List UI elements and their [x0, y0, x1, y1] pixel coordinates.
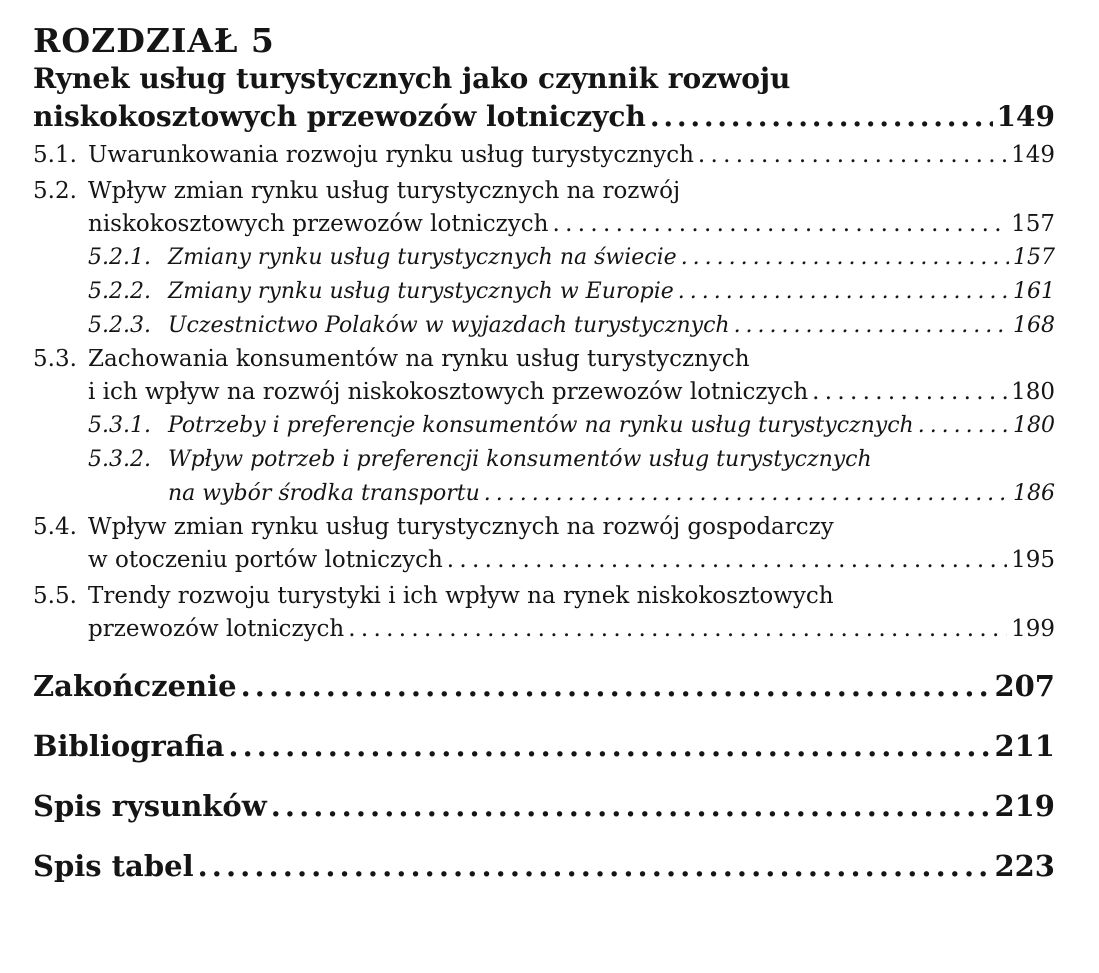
section-number: 5.3. — [33, 346, 77, 372]
toc-entry-5-2-1[interactable] — [33, 241, 1055, 275]
page-number: 157 — [1011, 211, 1055, 237]
section-title: Wpływ zmian rynku usług turystycznych na rozwój — [88, 178, 681, 204]
back-matter-title: Zakończenie — [33, 669, 237, 703]
back-matter-title: Spis tabel — [33, 849, 194, 883]
dot-leader — [552, 208, 1007, 241]
toc-entry-5-3[interactable] — [33, 343, 1055, 409]
dot-leader — [678, 275, 1009, 309]
back-matter-title: Bibliografia — [33, 729, 225, 763]
subsection-title-cont: na wybór środka transportu — [168, 481, 480, 506]
dot-leader — [698, 139, 1007, 172]
toc-entry-5-5[interactable] — [33, 580, 1055, 646]
toc-entry-5-3-2[interactable] — [33, 443, 1055, 511]
section-number: 5.2. — [33, 178, 77, 204]
dot-leader — [681, 241, 1009, 275]
page-number: 195 — [1011, 547, 1055, 573]
subsection-title: Uczestnictwo Polaków w wyjazdach turystycznych — [168, 313, 730, 338]
section-number: 5.1. — [33, 142, 77, 168]
toc-entry-bibliografia[interactable] — [33, 728, 1055, 764]
subsection-number: 5.3.2. — [88, 447, 151, 472]
toc-entry-spis-rysunkow[interactable] — [33, 788, 1055, 824]
page-number: 223 — [994, 849, 1055, 883]
toc-entry-5-2[interactable] — [33, 175, 1055, 241]
dot-leader — [228, 728, 990, 764]
section-title-cont: w otoczeniu portów lotniczych — [88, 547, 443, 573]
chapter-page-number: 149 — [996, 100, 1055, 133]
section-title-cont: niskokosztowych przewozów lotniczych — [88, 211, 549, 237]
dot-leader — [734, 309, 1009, 343]
toc-entry-5-2-2[interactable] — [33, 275, 1055, 309]
section-title: Trendy rozwoju turystyki i ich wpływ na rynek niskokosztowych — [88, 583, 834, 609]
chapter-title — [33, 60, 1055, 136]
dot-leader — [447, 544, 1007, 577]
dot-leader — [918, 409, 1009, 443]
page-number: 149 — [1011, 142, 1055, 168]
chapter-number: ROZDZIAŁ 5 — [33, 21, 275, 60]
dot-leader — [348, 613, 1007, 646]
page-number: 211 — [994, 729, 1055, 763]
dot-leader — [271, 788, 991, 824]
page-number: 180 — [1013, 413, 1055, 438]
chapter-title-entry[interactable] — [33, 98, 1055, 136]
dot-leader — [198, 848, 991, 884]
dot-leader — [812, 376, 1007, 409]
subsection-title: Zmiany rynku usług turystycznych na świecie — [168, 245, 677, 270]
section-title-cont: przewozów lotniczych — [88, 616, 345, 642]
dot-leader — [241, 668, 991, 704]
dot-leader — [650, 98, 993, 136]
section-title: Zachowania konsumentów na rynku usług turystycznych — [88, 346, 750, 372]
section-number: 5.5. — [33, 583, 77, 609]
toc-entry-5-3-1[interactable] — [33, 409, 1055, 443]
back-matter-title: Spis rysunków — [33, 789, 267, 823]
page-number: 161 — [1013, 279, 1055, 304]
page-number: 207 — [994, 669, 1055, 703]
toc-entry-spis-tabel[interactable] — [33, 848, 1055, 884]
subsection-number: 5.2.1. — [88, 245, 151, 270]
page-number: 157 — [1013, 245, 1055, 270]
section-title: Uwarunkowania rozwoju rynku usług turystycznych — [88, 142, 694, 168]
subsection-number: 5.2.3. — [88, 313, 151, 338]
page-number: 186 — [1013, 481, 1055, 506]
toc-entry-5-1[interactable] — [33, 139, 1055, 172]
subsection-title: Potrzeby i preferencje konsumentów na rynku usług turystycznych — [168, 413, 914, 438]
page-number: 199 — [1011, 616, 1055, 642]
chapter-title-line1: Rynek usług turystycznych jako czynnik rozwoju — [33, 62, 791, 95]
dot-leader — [484, 477, 1009, 511]
subsection-title: Zmiany rynku usług turystycznych w Europie — [168, 279, 674, 304]
section-number: 5.4. — [33, 514, 77, 540]
subsection-title: Wpływ potrzeb i preferencji konsumentów usług turystycznych — [168, 447, 872, 472]
toc-entry-zakonczenie[interactable] — [33, 668, 1055, 704]
subsection-number: 5.3.1. — [88, 413, 151, 438]
section-title-cont: i ich wpływ na rozwój niskokosztowych przewozów lotniczych — [88, 379, 809, 405]
page-number: 168 — [1013, 313, 1055, 338]
page-number: 180 — [1011, 379, 1055, 405]
page-number: 219 — [994, 789, 1055, 823]
toc-entry-5-2-3[interactable] — [33, 309, 1055, 343]
subsection-number: 5.2.2. — [88, 279, 151, 304]
chapter-title-line2: niskokosztowych przewozów lotniczych — [33, 100, 646, 133]
section-title: Wpływ zmian rynku usług turystycznych na rozwój gospodarczy — [88, 514, 834, 540]
toc-entry-5-4[interactable] — [33, 511, 1055, 577]
table-of-contents — [33, 22, 1055, 884]
